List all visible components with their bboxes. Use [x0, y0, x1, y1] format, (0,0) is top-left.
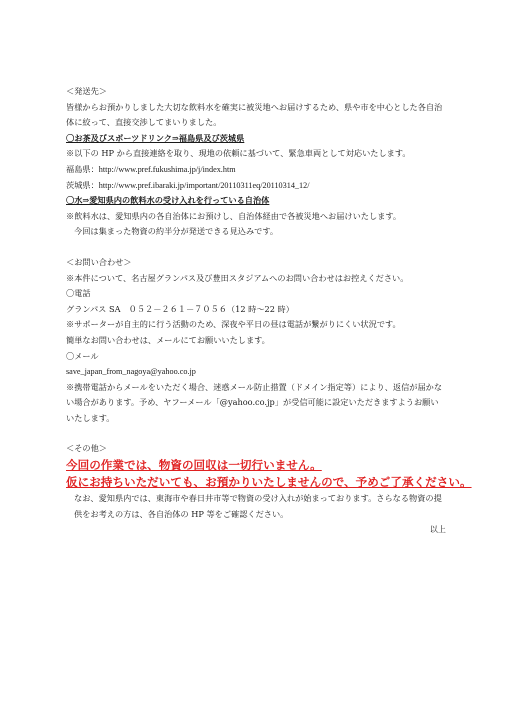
phone-line: グランパス SA ０５２－２６１－７０５６（12 時～22 時） — [66, 303, 294, 314]
fukushima-row — [66, 162, 446, 178]
fukushima-label: 福島県： — [66, 163, 99, 174]
closing-note: なお、愛知県内では、東海市や春日井市等で物資の受け入れが始まっております。さらなる物資の提供をお考えの方は、各自治体の HP 等をご確認ください。 — [74, 493, 442, 519]
shipping-intro: 皆様からお預かりしました大切な飲料水を確実に被災地へお届けするため、県や市を中心とした各自治体に絞って、直接交渉してまいりました。 — [66, 101, 443, 128]
water-title: 〇水⇒愛知県内の飲料水の受け入れを行っている自治体 — [66, 195, 270, 206]
ibaraki-row — [66, 178, 446, 194]
phone-note-2: 簡単なお問い合わせは、メールにてお願いいたします。 — [66, 334, 270, 345]
water-note-2: 今回は集まった物資の約半分が発送できる見込みです。 — [74, 226, 279, 237]
spacer — [66, 240, 446, 255]
ibaraki-label: 茨城県： — [66, 179, 99, 190]
mail-note: ※携帯電話からメールをいただく場合、迷惑メール防止措置（ドメイン指定等）により、返信が届かない場合があります。予め、ヤフーメール「@yahoo.co.jp」が受信可能に設定いただきますようお願いいたします。 — [66, 381, 443, 423]
water-note: ※飲料水は、愛知県内の各自治体にお預けし、自治体経由で各被災地へお届けいたします。 — [66, 210, 402, 221]
phone-note: ※サポーターが自主的に行う活動のため、深夜や平日の昼は電話が繋がりにくい状況です。 — [66, 319, 401, 330]
tea-title: 〇お茶及びスポーツドリンク⇒福島県及び茨城県 — [66, 132, 245, 143]
mail-title: 〇メール — [66, 350, 99, 361]
ibaraki-link[interactable]: http://www.pref.ibaraki.jp/important/20110311eq/20110314_12/ — [98, 180, 310, 190]
notice-no-collection: 今回の作業では、物資の回収は一切行いません。 — [66, 458, 322, 473]
notice-not-accepted: 仮にお持ちいただいても、お預かりいたしませんので、予めご了承ください。 — [66, 475, 472, 490]
phone-title: 〇電話 — [66, 288, 91, 299]
email-address[interactable]: save_japan_from_nagoya@yahoo.co.jp — [66, 367, 196, 377]
shipping-heading: ＜発送先＞ — [66, 86, 107, 96]
document-body — [66, 84, 472, 538]
end-mark: 以上 — [429, 524, 446, 535]
fukushima-link[interactable]: http://www.pref.fukushima.jp/j/index.htm — [98, 164, 236, 174]
contact-heading: ＜お問い合わせ＞ — [66, 256, 132, 267]
tea-note: ※以下の HP から直接連絡を取り、現地の依頼に基づいて、緊急車両として対応いたします。 — [66, 148, 411, 159]
contact-note: ※本件について、名古屋グランパス及び豊田スタジアムへのお問い合わせはお控えください。 — [66, 272, 409, 283]
spacer — [66, 426, 446, 441]
other-heading: ＜その他＞ — [66, 443, 107, 454]
